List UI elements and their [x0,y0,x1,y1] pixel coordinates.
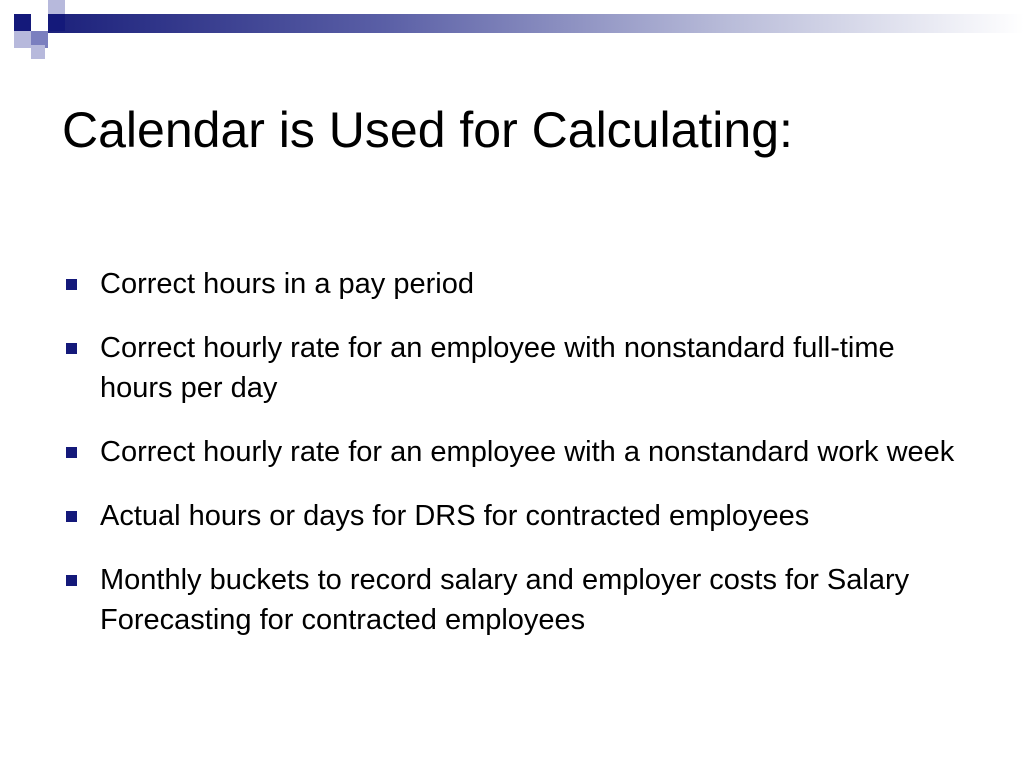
square-bullet-icon [66,511,77,522]
header-square-icon [14,14,31,31]
bullet-list [62,264,962,664]
bullet-text: Correct hourly rate for an employee with nonstandard full-time hours per day [100,332,895,404]
bullet-text: Monthly buckets to record salary and employer costs for Salary Forecasting for contracted employees [100,564,910,636]
bullet-text: Correct hourly rate for an employee with a nonstandard work week [100,436,955,468]
bullet-text: Actual hours or days for DRS for contracted employees [100,500,810,532]
square-bullet-icon [66,575,77,586]
bullet-item [62,264,962,304]
square-bullet-icon [66,447,77,458]
bullet-text: Correct hours in a pay period [100,268,474,300]
header-gradient-band [40,14,1024,33]
header-square-icon [48,14,65,31]
bullet-item [62,432,962,472]
bullet-item [62,496,962,536]
header-square-icon [31,45,45,59]
square-bullet-icon [66,343,77,354]
bullet-item [62,560,962,640]
bullet-item [62,328,962,408]
header-square-icon [14,31,31,48]
slide-title: Calendar is Used for Calculating: [62,102,793,158]
square-bullet-icon [66,279,77,290]
header-square-icon [31,14,48,31]
